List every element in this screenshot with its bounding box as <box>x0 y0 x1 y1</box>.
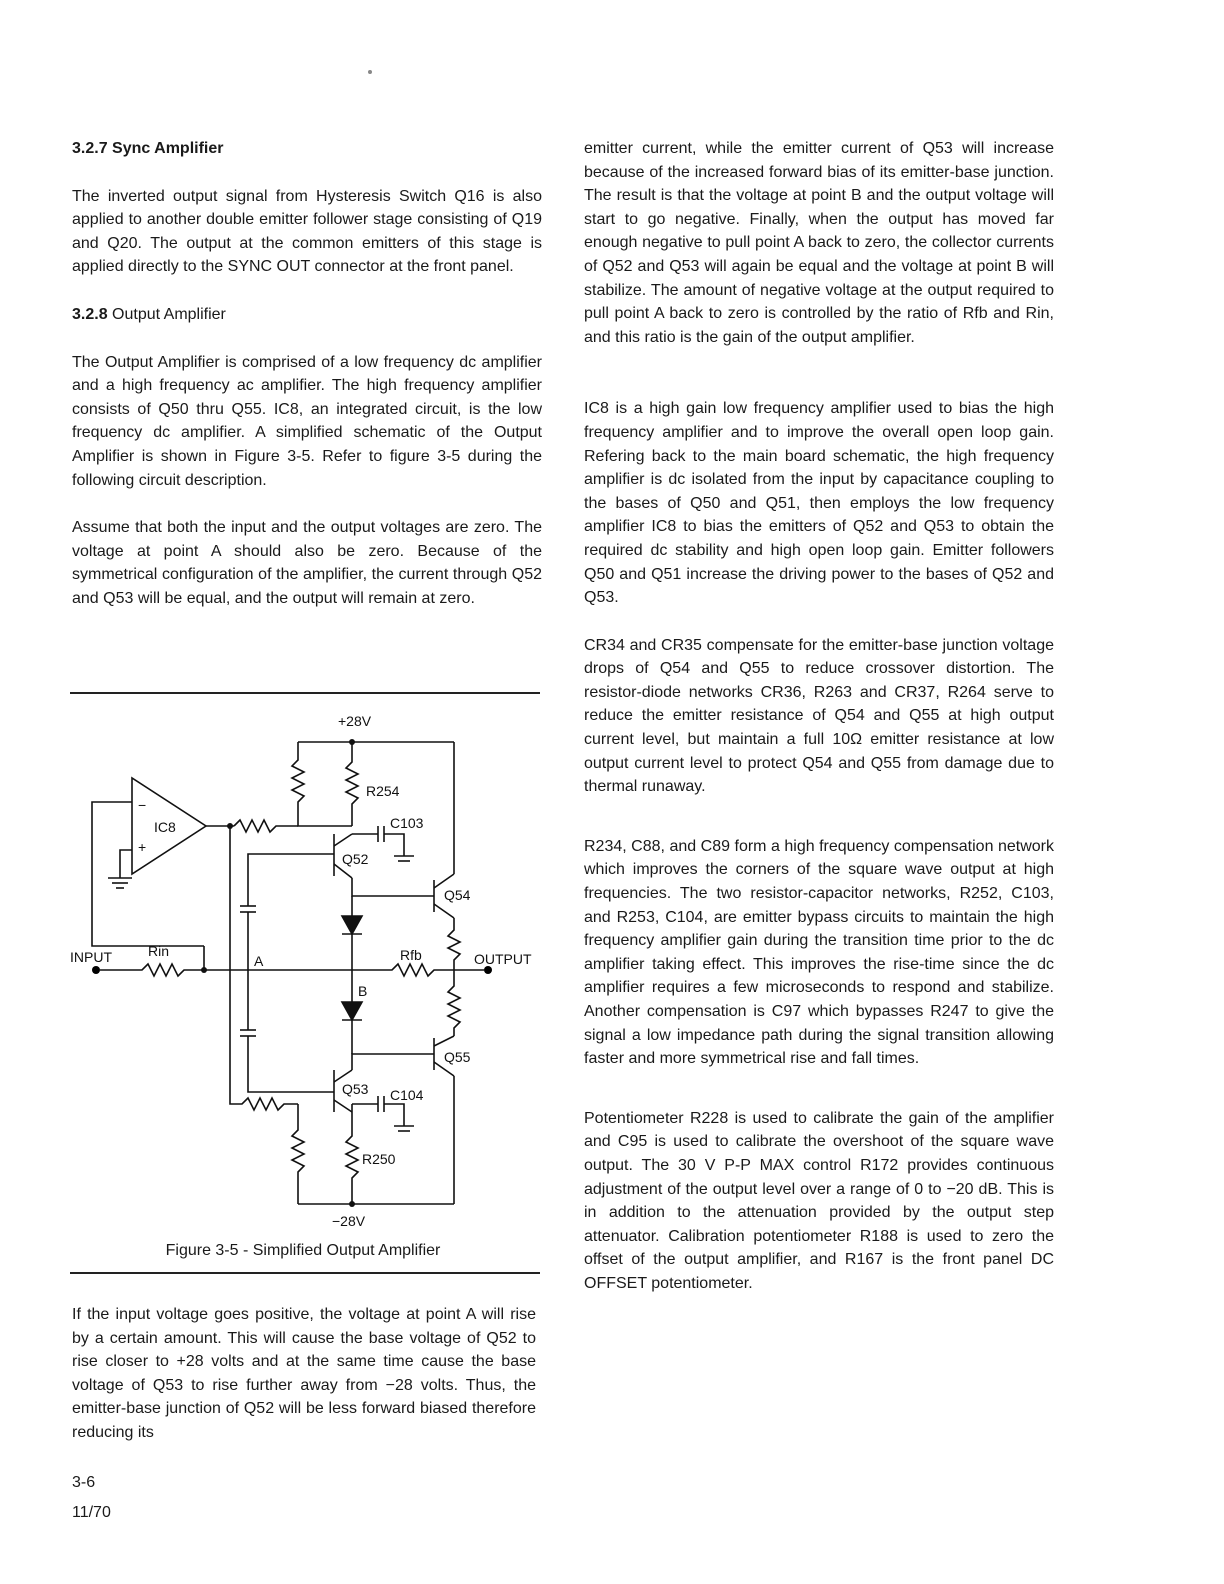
ground-wire <box>120 850 132 878</box>
transistor-q54 <box>434 904 454 918</box>
wire <box>248 854 334 906</box>
output-terminal <box>484 966 492 974</box>
wire <box>352 878 434 896</box>
paragraph: The Output Amplifier is comprised of a low frequency dc amplifier and a high frequency ac amplifier. The high frequency amplifier consists of Q50 thru Q55. IC8, an integrated circuit, is the low frequency dc amplifier. A simplified schematic of the Output Amplifier is shown in Figure 3-5. Refer to figure 3-5 during the following circuit description. <box>72 353 542 489</box>
figure-top-rule <box>70 692 540 694</box>
resistor <box>448 970 460 1036</box>
label-r250: R250 <box>362 1151 396 1167</box>
resistor <box>234 820 298 832</box>
wire <box>384 834 404 856</box>
transistor-q53 <box>334 1100 352 1112</box>
label-c103: C103 <box>390 815 424 831</box>
label-output: OUTPUT <box>474 951 532 967</box>
transistor-q52 <box>334 834 352 846</box>
diode <box>342 916 362 934</box>
page-number: 3-6 <box>72 1474 96 1491</box>
wire <box>384 1104 404 1126</box>
left-column <box>72 137 542 611</box>
resistor <box>448 918 460 970</box>
wire <box>204 946 224 970</box>
transistor-q55 <box>434 1036 454 1046</box>
section-heading-output-amplifier: 3.2.8 Output Amplifier <box>72 305 226 323</box>
scan-speck <box>368 70 372 74</box>
label-q55: Q55 <box>444 1049 471 1065</box>
resistor-rin <box>100 964 204 976</box>
label-rfb: Rfb <box>400 947 422 963</box>
resistor <box>230 826 298 1110</box>
figure-bottom-rule <box>70 1272 540 1274</box>
label-plus-28v: +28V <box>338 713 372 729</box>
paragraph: Potentiometer R228 is used to calibrate the gain of the amplifier and C95 is used to calibrate the overshoot of the square wave output. The 30 V P-P MAX control R172 provides continuous adjustment of the output level over a range of 0 to −20 dB. This is in addition to the attenuation provided by the output step attenuator. Calibration potentiometer R188 is used to zero the offset of the output amplifier, and R167 is the front panel DC OFFSET potentiometer. <box>584 1109 1054 1292</box>
paragraph: If the input voltage goes positive, the voltage at point A will rise by a certain amount. This will cause the base voltage of Q52 to rise closer to +28 volts and at the same time cause the base voltage of Q53 to rise further away from −28 volts. Thus, the emitter-base junction of Q52 will be less forward biased therefore reducing its <box>72 1306 536 1441</box>
input-terminal <box>92 966 100 974</box>
wire <box>248 1036 334 1092</box>
label-rin: Rin <box>148 943 170 959</box>
label-point-b: B <box>358 983 368 999</box>
schematic-svg <box>64 706 544 1236</box>
label-point-a: A <box>254 953 264 969</box>
section-heading-sync-amplifier: 3.2.7 Sync Amplifier <box>72 140 224 157</box>
label-ic8: IC8 <box>154 819 176 835</box>
label-c104: C104 <box>390 1087 424 1103</box>
paragraph: The inverted output signal from Hysteresis Switch Q16 is also applied to another double emitter follower stage consisting of Q19 and Q20. The output at the common emitters of this stage is applied directly to the SYNC OUT connector at the front panel. <box>72 187 542 276</box>
label-q52: Q52 <box>342 851 369 867</box>
label-input: INPUT <box>70 949 112 965</box>
output-amplifier-schematic <box>64 706 544 1236</box>
label-r254: R254 <box>366 783 400 799</box>
paragraph: emitter current, while the emitter current of Q53 will increase because of the increased forward bias of its emitter-base junction. The result is that the voltage at point B and the output voltage will start to go negative. Finally, when the output has moved far enough negative to pull point A back to zero, the collector currents of Q52 and Q53 will again be equal and the voltage at point B will stabilize. The amount of negative voltage at the output required to pull point A back to zero is controlled by the ratio of Rfb and Rin, and this ratio is the gain of the output amplifier. <box>584 140 1054 346</box>
paragraph: IC8 is a high gain low frequency amplifier used to bias the high frequency amplifier and to improve the overall open loop gain. Refering back to the main board schematic, the high frequency amplifier is dc isolated from the input by capacitance coupling to the bases of Q50 and Q51, then employs the low frequency amplifier IC8 to bias the emitters of Q52 and Q53 to obtain the required dc stability and high open loop gain. Emitter followers Q50 and Q51 increase the driving power to the bases of Q52 and Q53. <box>584 400 1054 607</box>
label-q53: Q53 <box>342 1081 369 1097</box>
transistor-q54 <box>434 874 454 888</box>
left-column-bottom <box>72 1303 536 1445</box>
paragraph: CR34 and CR35 compensate for the emitter-base junction voltage drops of Q54 and Q55 to reduce crossover distortion. The resistor-diode networks CR36, R263 and CR37, R264 serve to reduce the emitter resistance of Q54 and Q55 at high output current level, but maintain a full 10Ω emitter resistance at low output current level to protect Q54 and Q55 from damage due to thermal runaway. <box>584 636 1054 796</box>
label-minus-input: − <box>138 797 147 813</box>
label-plus-input: + <box>138 839 147 855</box>
wire <box>352 1054 434 1070</box>
resistor <box>292 1104 304 1204</box>
figure-caption: Figure 3-5 - Simplified Output Amplifier <box>165 1242 441 1259</box>
paragraph: Assume that both the input and the output voltages are zero. The voltage at point A should also be zero. Because of the symmetrical configuration of the amplifier, the current through Q52 and Q53 will be equal, and the output will remain at zero. <box>72 519 542 607</box>
feedback-wire <box>92 802 204 946</box>
resistor-r254 <box>346 742 358 826</box>
label-q54: Q54 <box>444 887 471 903</box>
resistor <box>292 742 352 826</box>
resistor-r250 <box>346 1104 358 1204</box>
page-date: 11/70 <box>72 1504 111 1521</box>
paragraph: R234, C88, and C89 form a high frequency compensation network which improves the corners of the square wave output at high frequencies. The two resistor-capacitor networks, R252, C103, and R253, C104, are emitter bypass circuits to maintain the high frequency amplifier gain during the transition time prior to the dc amplifier taking effect. This improves the rise-time since the dc amplifier requires a few microseconds to respond and stabilize. Another compensation is C97 which bypasses R247 to give the signal a low impedance path during the signal transition allowing faster and more symmetrical rise and fall times. <box>584 837 1054 1068</box>
label-minus-28v: −28V <box>332 1213 366 1229</box>
diode <box>342 1002 362 1020</box>
right-column <box>584 137 1054 1296</box>
